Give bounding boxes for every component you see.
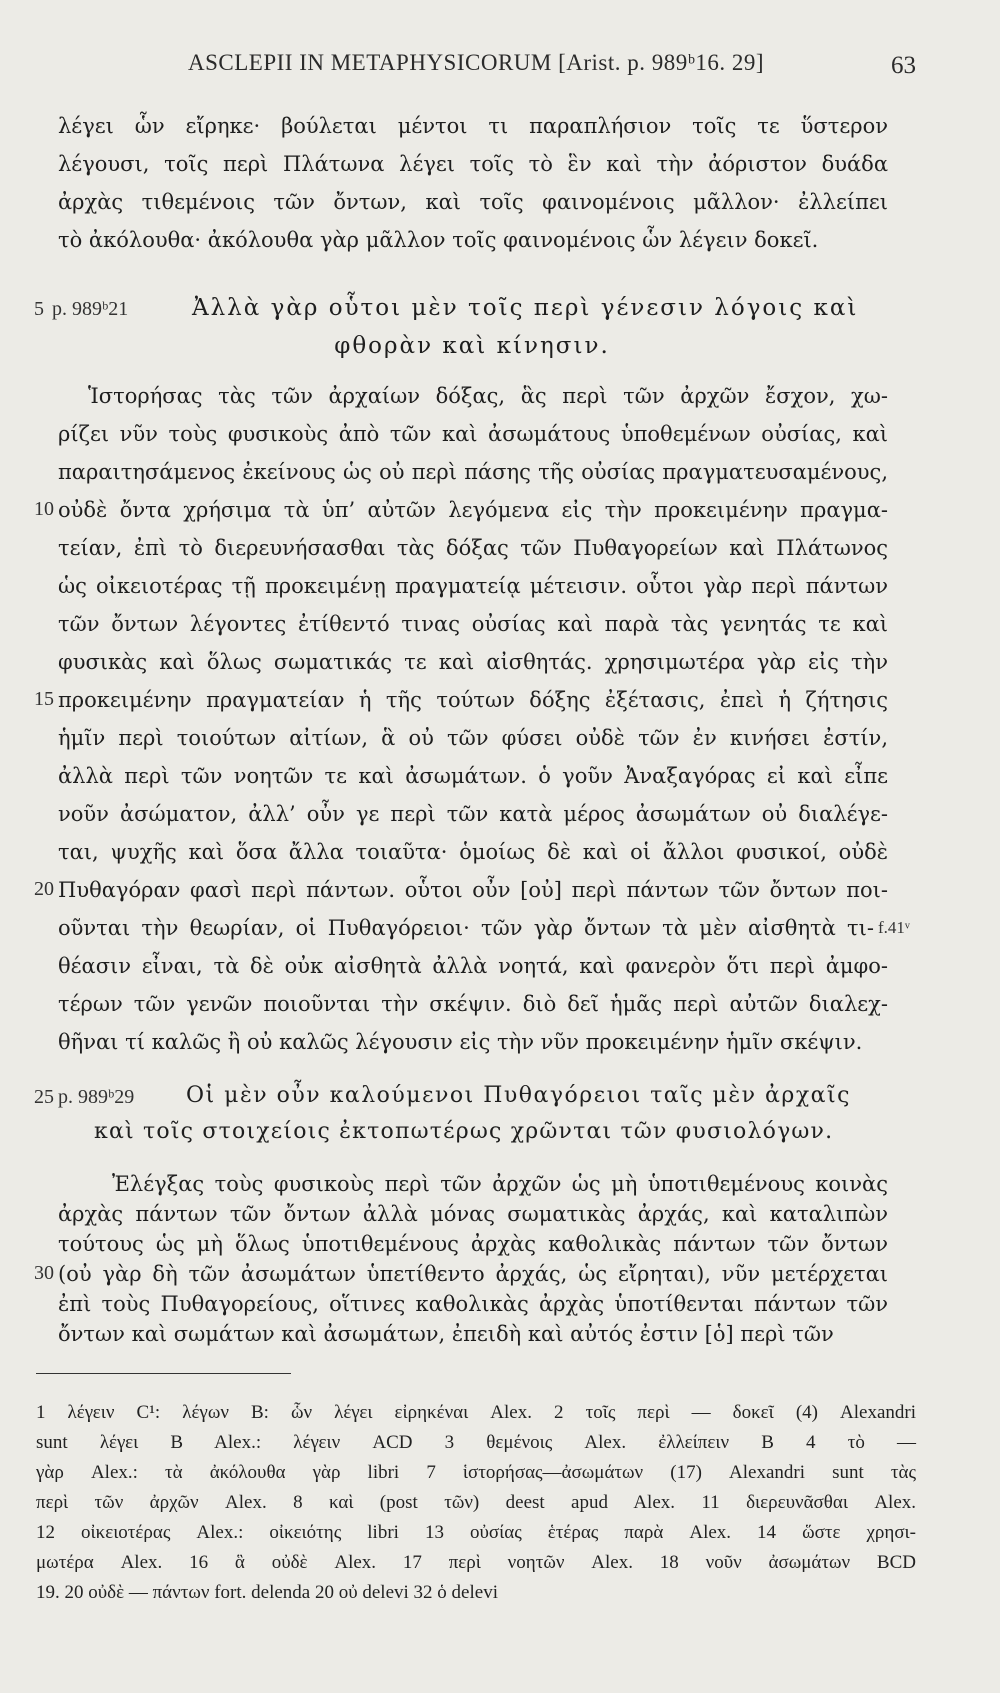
lemma-line: καὶ τοῖς στοιχείοις ἐκτοπωτέρως χρῶνται τῶν φυσιολόγων. xyxy=(94,1119,834,1144)
text-line: φυσικὰς καὶ ὅλως σωματικάς τε καὶ αἰσθητάς. χρησιμωτέρα γὰρ εἰς τὴν xyxy=(58,650,888,674)
text-line: ρίζει νῦν τοὺς φυσικοὺς ἀπὸ τῶν καὶ ἀσωμάτους ὑποθεμένων οὐσίας, καὶ xyxy=(58,422,888,446)
line-number: 5 xyxy=(34,298,44,320)
text-line: ἡμῖν περὶ τοιούτων αἰτίων, ἃ οὐ τῶν φύσει οὐδὲ τῶν ἐν κινήσει ἐστίν, xyxy=(58,726,888,750)
text-line: (οὐ γὰρ δὴ τῶν ἀσωμάτων ὑπετίθεντο ἀρχάς, ὡς εἴρηται), νῦν μετέρχεται xyxy=(58,1262,888,1286)
text-line: θῆναι τί καλῶς ἢ οὐ καλῶς λέγουσιν εἰς τὴν νῦν προκειμένην ἡμῖν σκέψιν. xyxy=(58,1030,863,1054)
line-number: 20 xyxy=(34,878,54,900)
text-line: ὄντων καὶ σωμάτων καὶ ἀσωμάτων, ἐπειδὴ καὶ αὐτός ἐστιν [ὁ] περὶ τῶν xyxy=(58,1322,834,1346)
text-line: τῶν ὄντων λέγοντες ἐτίθεντό τινας οὐσίας καὶ παρὰ τὰς γενητάς τε καὶ xyxy=(58,612,888,636)
text-line: ται, ψυχῆς καὶ ὅσα ἄλλα τοιαῦτα· ὁμοίως δὲ καὶ οἱ ἄλλοι φυσικοί, οὐδὲ xyxy=(58,840,888,864)
footnote-line: περὶ τῶν ἀρχῶν Alex. 8 καὶ (post τῶν) deest apud Alex. 11 διερευνᾶσθαι Alex. xyxy=(36,1492,916,1513)
text-line: ἀλλὰ περὶ τῶν νοητῶν τε καὶ ἀσωμάτων. ὁ γοῦν Ἀναξαγόρας εἰ καὶ εἶπε xyxy=(58,764,888,788)
text-line: οῦνται τὴν θεωρίαν, οἱ Πυθαγόρειοι· τῶν γὰρ ὄντων τὰ μὲν αἰσθητὰ τι- xyxy=(58,916,874,940)
text-line: λέγει ὧν εἴρηκε· βούλεται μέντοι τι παραπλήσιον τοῖς τε ὕστερον xyxy=(58,114,888,138)
line-number: 30 xyxy=(34,1262,54,1284)
footnote-line: sunt λέγει B Alex.: λέγειν ACD 3 θεμένοις Alex. ἐλλείπειν B 4 τὸ — xyxy=(36,1432,916,1453)
text-line: λέγουσι, τοῖς περὶ Πλάτωνα λέγει τοῖς τὸ ἓν καὶ τὴν ἀόριστον δυάδα xyxy=(58,152,888,176)
footnote-line: 12 οἰκειοτέρας Alex.: οἰκειότης libri 13 οὐσίας ἑτέρας παρὰ Alex. 14 ὥστε χρησι- xyxy=(36,1522,916,1543)
lemma-line: Οἱ μὲν οὖν καλούμενοι Πυθαγόρειοι ταῖς μὲν ἀρχαῖς xyxy=(186,1083,851,1108)
lemma-line: φθορὰν καὶ κίνησιν. xyxy=(334,333,610,359)
text-line: οὐδὲ ὄντα χρήσιμα τὰ ὑπ’ αὐτῶν λεγόμενα εἰς τὴν προκειμένην πραγμα- xyxy=(58,498,888,522)
text-line: Ἱστορήσας τὰς τῶν ἀρχαίων δόξας, ἃς περὶ τῶν ἀρχῶν ἔσχον, χω- xyxy=(88,384,888,408)
line-number: 15 xyxy=(34,688,54,710)
footnote-rule xyxy=(36,1373,291,1374)
text-line: προκειμένην πραγματείαν ἡ τῆς τούτων δόξης ἐξέτασις, ἐπεὶ ἡ ζήτησις xyxy=(58,688,888,712)
text-line: τείαν, ἐπὶ τὸ διερευνήσασθαι τὰς δόξας τῶν Πυθαγορείων καὶ Πλάτωνος xyxy=(58,536,888,560)
line-number: 10 xyxy=(34,498,54,520)
page-number: 63 xyxy=(891,52,916,79)
footnote-line: 19. 20 οὐδὲ — πάντων fort. delenda 20 οὐ delevi 32 ὁ delevi xyxy=(36,1582,498,1603)
footnote-line: 1 λέγειν C¹: λέγων B: ὧν λέγει εἰρηκέναι Alex. 2 τοῖς περὶ — δοκεῖ (4) Alexandri xyxy=(36,1402,916,1423)
text-line: παραιτησάμενος ἐκείνους ὡς οὐ περὶ πάσης τῆς οὐσίας πραγματευσαμένους, xyxy=(58,460,888,484)
text-line: θέασιν εἶναι, τὰ δὲ οὐκ αἰσθητὰ ἀλλὰ νοητά, καὶ φανερὸν ὅτι περὶ ἀμφο- xyxy=(58,954,888,978)
text-line: τὸ ἀκόλουθα· ἀκόλουθα γὰρ μᾶλλον τοῖς φαινομένοις ὧν λέγειν δοκεῖ. xyxy=(58,228,819,252)
text-line: τούτους ὡς μὴ ὅλως ὑποτιθεμένους ἀρχὰς καθολικὰς πάντων τῶν ὄντων xyxy=(58,1232,888,1256)
line-number: 25 xyxy=(34,1086,54,1108)
folio-note: f.41ᵛ xyxy=(878,918,910,937)
text-line: τέρων τῶν γενῶν ποιοῦνται τὴν σκέψιν. διὸ δεῖ ἡμᾶς περὶ αὐτῶν διαλεχ- xyxy=(58,992,888,1016)
text-line: νοῦν ἀσώματον, ἀλλ’ οὖν γε περὶ τῶν κατὰ μέρος ἀσωμάτων οὐ διαλέγε- xyxy=(58,802,888,826)
bekker-reference: p. 989ᵇ21 xyxy=(52,298,129,320)
lemma-line: Ἀλλὰ γὰρ οὗτοι μὲν τοῖς περὶ γένεσιν λόγοις καὶ xyxy=(192,295,859,321)
footnote-line: μωτέρα Alex. 16 ἃ οὐδὲ Alex. 17 περὶ νοητῶν Alex. 18 νοῦν ἀσωμάτων BCD xyxy=(36,1552,916,1573)
running-title: ASCLEPII IN METAPHYSICORUM [Arist. p. 989ᵇ16. 29] xyxy=(188,50,765,75)
footnote-line: γὰρ Alex.: τὰ ἀκόλουθα γὰρ libri 7 ἱστορήσας—ἀσωμάτων (17) Alexandri sunt τὰς xyxy=(36,1462,916,1483)
text-line: ὡς οἰκειοτέρας τῇ προκειμένῃ πραγματείᾳ μέτεισιν. οὗτοι γὰρ περὶ πάντων xyxy=(58,574,888,598)
text-line: ἀρχὰς πάντων τῶν ὄντων ἀλλὰ μόνας σωματικὰς ἀρχάς, καὶ καταλιπὼν xyxy=(58,1202,888,1226)
text-line: Πυθαγόραν φασὶ περὶ πάντων. οὗτοι οὖν [οὐ] περὶ πάντων τῶν ὄντων ποι- xyxy=(58,878,888,902)
text-line: ἀρχὰς τιθεμένοις τῶν ὄντων, καὶ τοῖς φαινομένοις μᾶλλον· ἐλλείπει xyxy=(58,190,888,214)
text-line: ἐπὶ τοὺς Πυθαγορείους, οἵτινες καθολικὰς ἀρχὰς ὑποτίθενται πάντων τῶν xyxy=(58,1292,888,1316)
bekker-reference: p. 989ᵇ29 xyxy=(58,1086,135,1108)
text-line: Ἐλέγξας τοὺς φυσικοὺς περὶ τῶν ἀρχῶν ὡς μὴ ὑποτιθεμένους κοινὰς xyxy=(112,1172,888,1196)
